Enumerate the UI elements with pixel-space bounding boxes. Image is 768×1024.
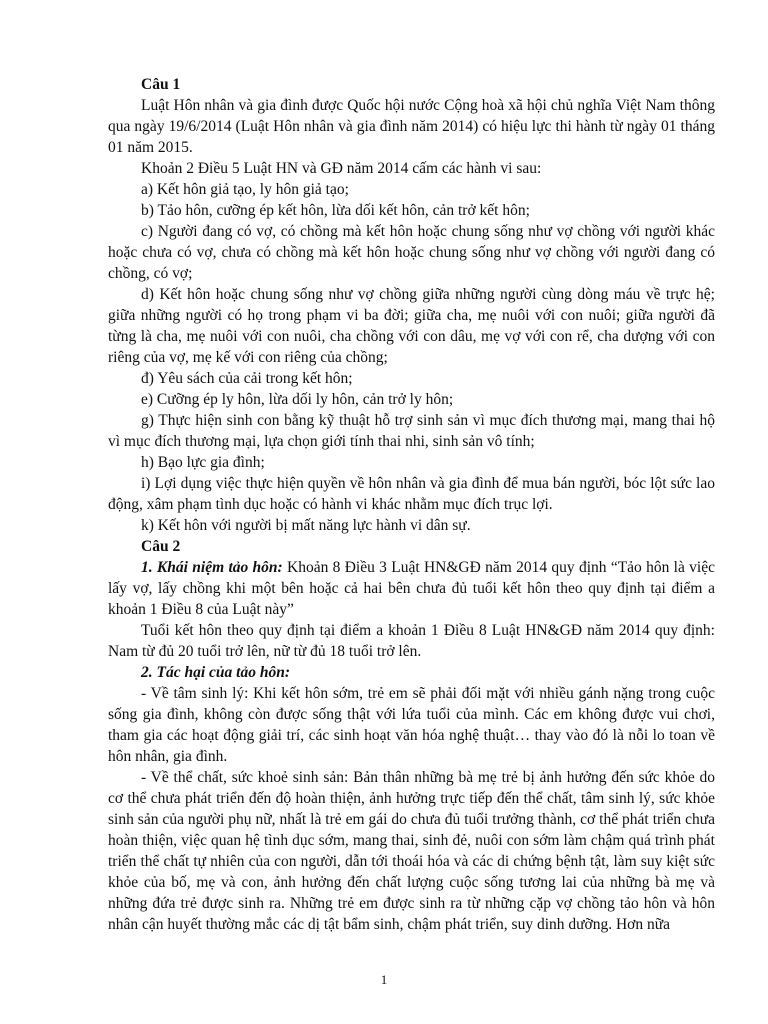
heading-cau-2: Câu 2	[141, 538, 181, 555]
list-item: b) Tảo hôn, cưỡng ép kết hôn, lừa dối kết hôn, cản trở kết hôn;	[141, 202, 530, 219]
page-number: 1	[380, 972, 388, 987]
paragraph: Tuổi kết hôn theo quy định tại điểm a khoản 1 Điều 8 Luật HN&GĐ năm 2014 quy định: Nam từ đủ 20 tuổi trở lên, nữ từ đủ 18 tuổi trở lên.	[108, 622, 715, 660]
section-text: Khoản 8 Điều 3 Luật HN&GĐ năm 2014 quy định “Tảo hôn là việc lấy vợ, lấy chồng khi một bên hoặc cả hai bên chưa đủ tuổi kết hôn theo quy định tại điểm a khoản 1 Điều 8 của Luật này”	[108, 559, 715, 618]
list-item: c) Người đang có vợ, có chồng mà kết hôn hoặc chung sống như vợ chồng với người khác hoặc chưa có vợ, chưa có chồng mà kết hôn hoặc chung sống như vợ chồng với người đang có chồng, có vợ;	[108, 223, 715, 282]
section-title: 2. Tác hại của tảo hôn:	[141, 664, 290, 681]
paragraph: Luật Hôn nhân và gia đình được Quốc hội nước Cộng hoà xã hội chủ nghĩa Việt Nam thông qua ngày 19/6/2014 (Luật Hôn nhân và gia đình năm 2014) có hiệu lực thi hành từ ngày 01 tháng 01 năm 2015.	[108, 97, 715, 156]
list-item: e) Cưỡng ép ly hôn, lừa dối ly hôn, cản trở ly hôn;	[141, 391, 454, 408]
paragraph: - Về tâm sinh lý: Khi kết hôn sớm, trẻ em sẽ phải đối mặt với nhiều gánh nặng trong cuộc sống gia đình, không còn được sống thật với lứa tuổi của mình. Các em không được vui chơi, tham gia các hoạt động giải trí, các sinh hoạt văn hóa nghệ thuật… thay vào đó là nỗi lo toan về hôn nhân, gia đình.	[108, 685, 715, 765]
document-body	[108, 74, 715, 935]
paragraph: - Về thể chất, sức khoẻ sinh sản: Bản thân những bà mẹ trẻ bị ảnh hưởng đến sức khỏe do cơ thể chưa phát triển đến độ hoàn thiện, ảnh hưởng trực tiếp đến thể chất, tâm sinh lý, sức khỏe sinh sản của người phụ nữ, nhất là trẻ em gái do chưa đủ tuổi trưởng thành, cơ thể phát triển chưa hoàn thiện, việc quan hệ tình dục sớm, mang thai, sinh đẻ, nuôi con sớm làm chậm quá trình phát triển thể chất tự nhiên của con người, dẫn tới thoái hóa và các di chứng bệnh tật, làm suy kiệt sức khỏe của bố, mẹ và con, ảnh hưởng đến chất lượng cuộc sống tương lai của những bà mẹ và những đứa trẻ được sinh ra. Những trẻ em được sinh ra từ những cặp vợ chồng tảo hôn và hôn nhân cận huyết thường mắc các dị tật bẩm sinh, chậm phát triển, suy dinh dưỡng. Hơn nữa	[108, 769, 715, 933]
list-item: d) Kết hôn hoặc chung sống như vợ chồng giữa những người cùng dòng máu về trực hệ; giữa những người có họ trong phạm vi ba đời; giữa cha, mẹ nuôi với con nuôi; giữa người đã từng là cha, mẹ nuôi với con nuôi, cha chồng với con dâu, mẹ vợ với con rể, cha dượng với con riêng của vợ, mẹ kế với con riêng của chồng;	[108, 286, 715, 366]
list-item: a) Kết hôn giả tạo, ly hôn giả tạo;	[141, 181, 349, 198]
heading-cau-1: Câu 1	[141, 76, 181, 93]
list-item: đ) Yêu sách của cải trong kết hôn;	[141, 370, 353, 387]
paragraph	[108, 557, 715, 620]
list-item: g) Thực hiện sinh con bằng kỹ thuật hỗ trợ sinh sản vì mục đích thương mại, mang thai hộ vì mục đích thương mại, lựa chọn giới tính thai nhi, sinh sản vô tính;	[108, 412, 715, 450]
section-title: 1. Khái niệm tảo hôn:	[141, 559, 283, 576]
list-item: i) Lợi dụng việc thực hiện quyền về hôn nhân và gia đình để mua bán người, bóc lột sức lao động, xâm phạm tình dục hoặc có hành vi khác nhằm mục đích trục lợi.	[108, 475, 715, 513]
list-item: h) Bạo lực gia đình;	[141, 454, 265, 471]
list-item: k) Kết hôn với người bị mất năng lực hành vi dân sự.	[141, 517, 471, 534]
paragraph: Khoản 2 Điều 5 Luật HN và GĐ năm 2014 cấm các hành vi sau:	[141, 160, 542, 177]
